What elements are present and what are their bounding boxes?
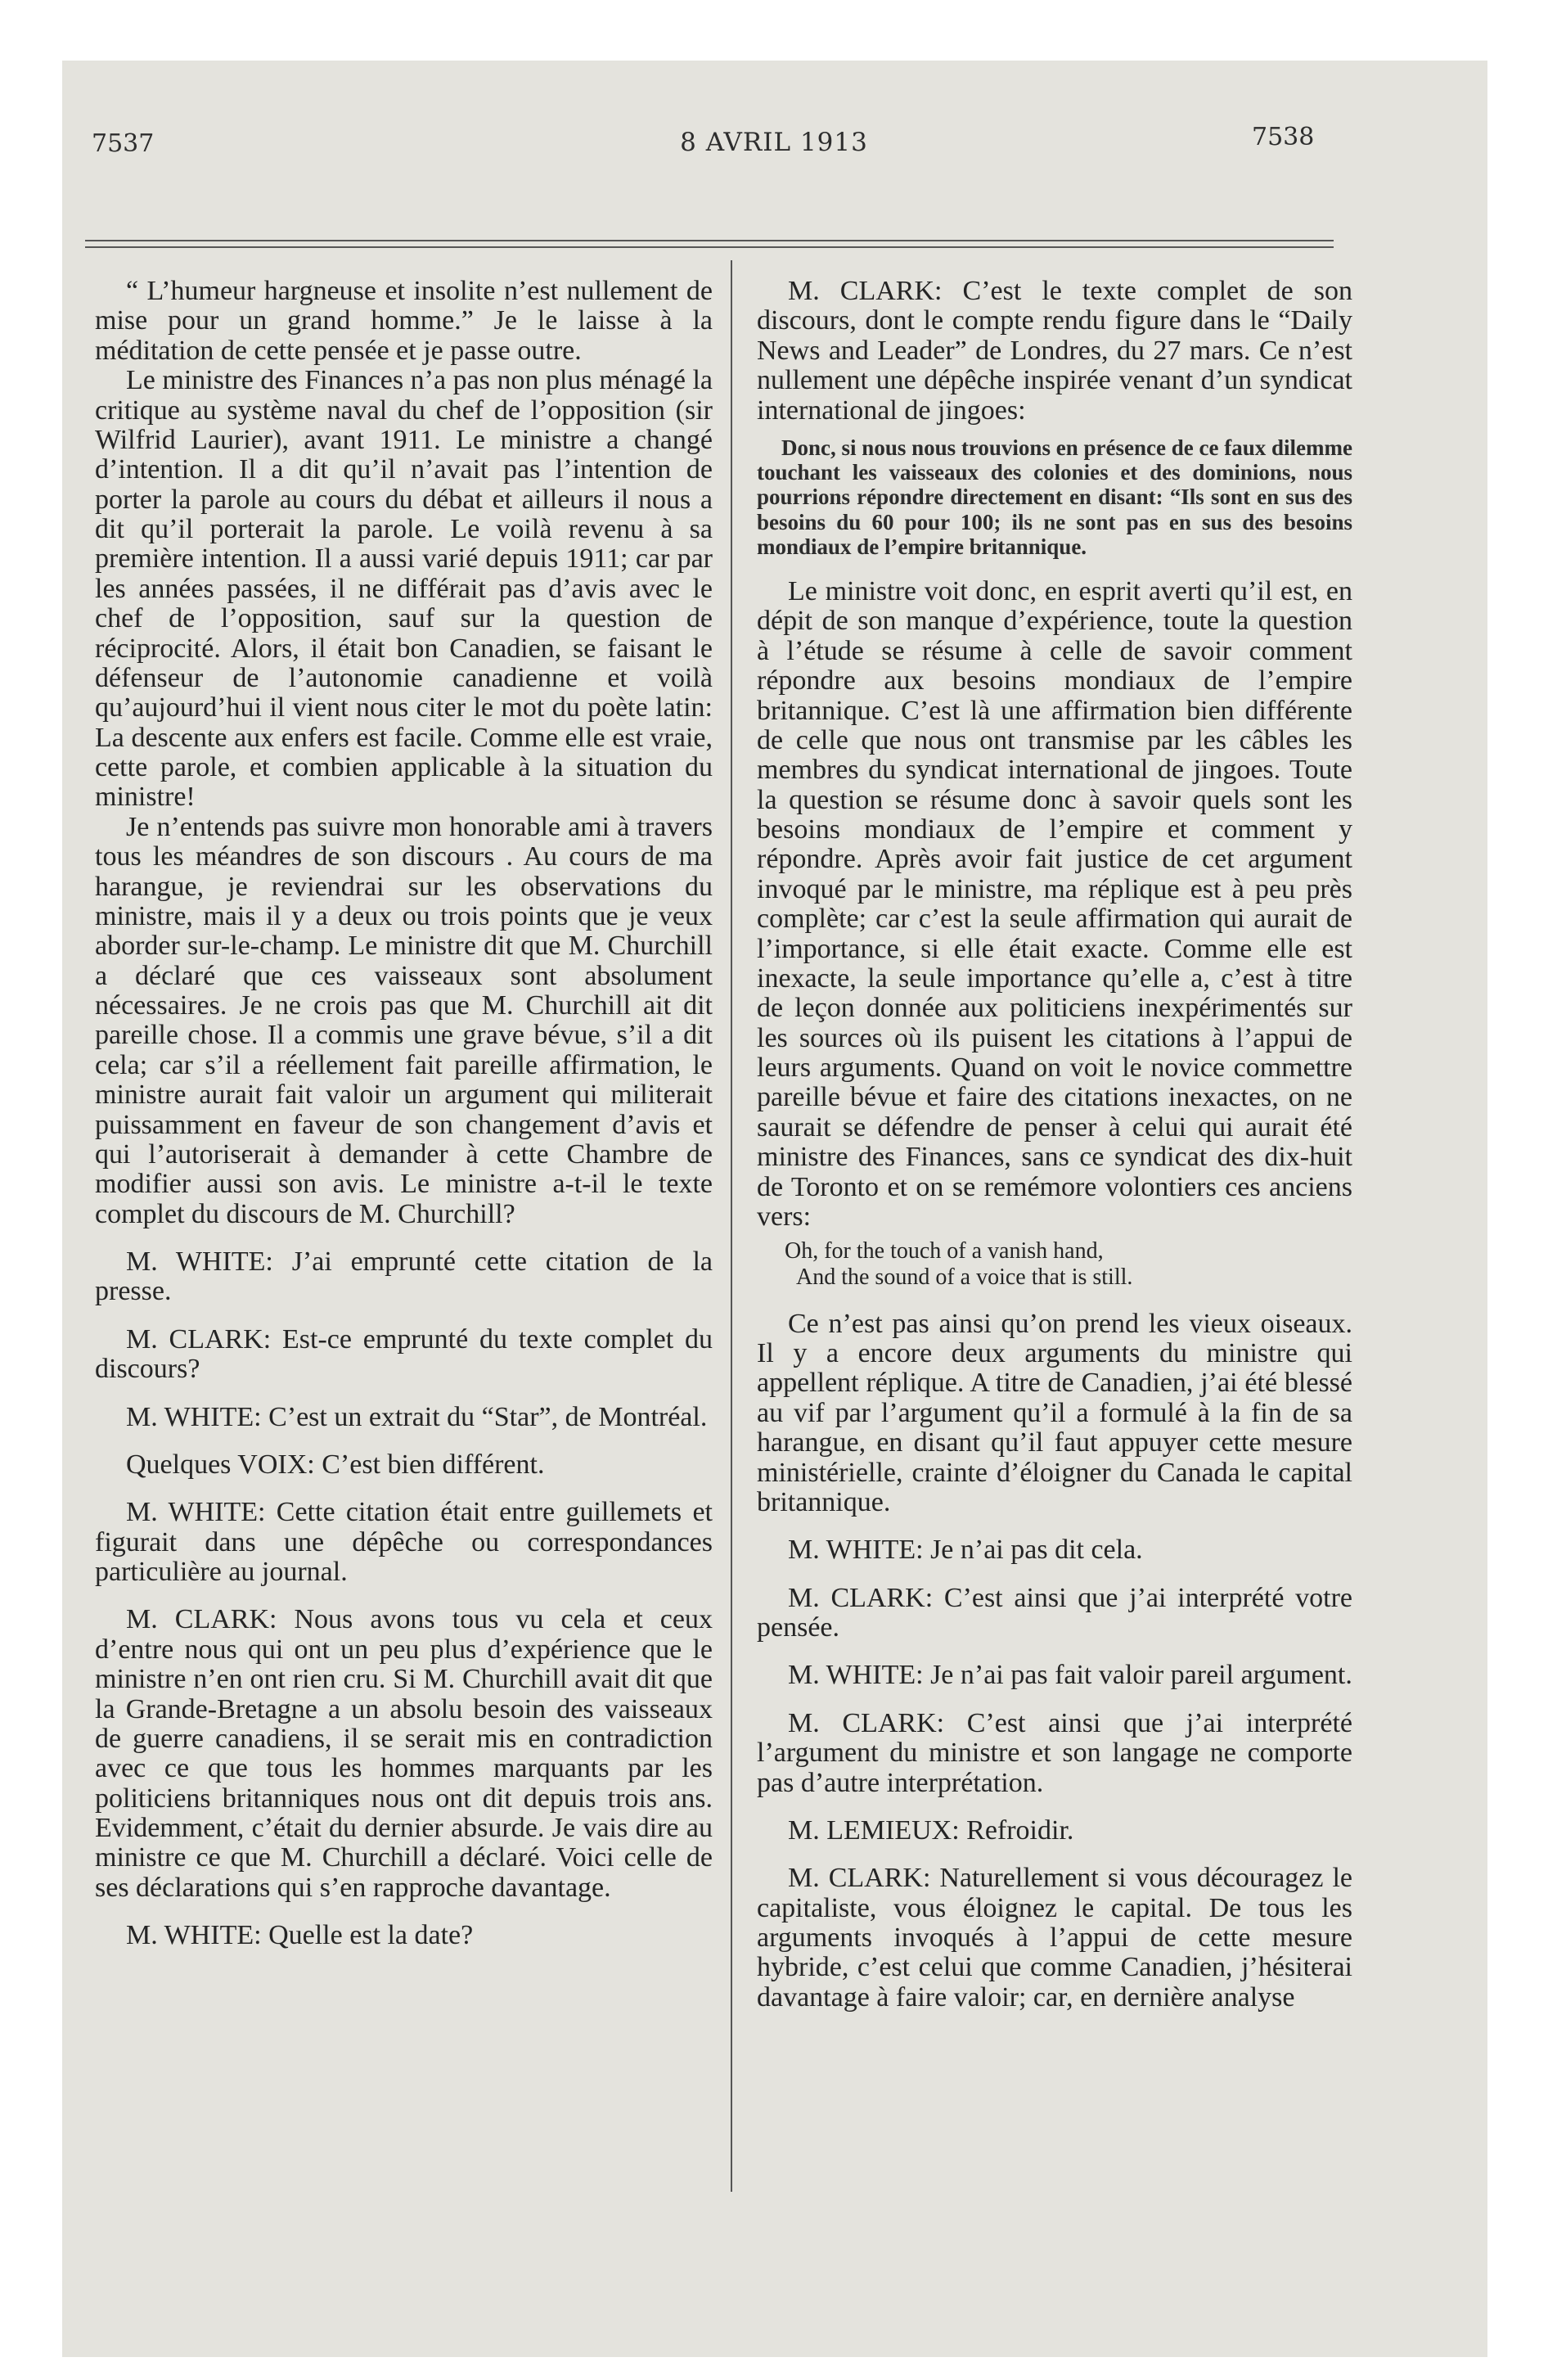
- column-divider: [731, 260, 732, 2192]
- speaker-line: M. CLARK: Est-ce emprunté du texte complet du discours?: [95, 1323, 713, 1385]
- speaker-line: M. WHITE: Je n’ai pas dit cela.: [788, 1535, 1143, 1566]
- paragraph: Le ministre des Finances n’a pas non plus ménagé la critique au système naval du chef de l’opposition (sir Wilfrid Laurier), avant 1911. Le ministre a changé d’intention. Il a dit qu’il n’avait pas l’intention de porter la parole au cours du débat et ailleurs il nous a dit qu’il porterait la parole. Le voilà revenu à sa première intention. Il a aussi varié depuis 1911; car par les années passées, il ne différait pas d’avis avec le chef de l’opposition, sauf sur la question de réciprocité. Alors, il était bon Canadien, se faisant le défenseur de l’autonomie canadienne et voilà qu’aujourd’hui il vient nous citer le mot du poète latin: La descente aux enfers est facile. Comme elle est vraie, cette parole, et combien applicable à la situation du ministre!: [95, 365, 713, 813]
- speaker-line: M. WHITE: J’ai emprunté cette citation de la presse.: [95, 1246, 713, 1307]
- speaker-line: M. CLARK: C’est ainsi que j’ai interprété l’argument du ministre et son langage ne comporte pas d’autre interprétation.: [757, 1707, 1352, 1798]
- paragraph: M. CLARK: C’est le texte complet de son discours, dont le compte rendu figure dans le “Daily News and Leader” de Londres, du 27 mars. Ce n’est nullement une dépêche inspirée venant d’un syndicat international de jingoes:: [757, 276, 1352, 426]
- paragraph: Le ministre voit donc, en esprit averti qu’il est, en dépit de son manque d’expérience, toute la question à l’étude se résume à celle de savoir comment répondre aux besoins mondiaux de l’empire britannique. C’est là une affirmation bien différente de celle que nous ont transmise par les câbles les membres du syndicat international de jingoes. Toute la question se résume donc à savoir quels sont les besoins mondiaux de l’empire et comment y répondre. Après avoir fait justice de cet argument invoqué par le ministre, ma réplique est à peu près complète; car c’est la seule affirmation qui aurait de l’importance, si elle était exacte. Comme elle est inexacte, la seule importance qu’elle a, c’est à titre de leçon donnée aux politiciens inexpérimentés sur les sources où ils puisent les citations à l’appui de leurs arguments. Quand on voit le novice commettre pareille bévue et faire des citations inexactes, on ne saurait se défendre de penser à celui qui aurait été ministre des Finances, sans ce syndicat des dix-huit de Toronto et on se remémore volontiers ces anciens vers:: [757, 576, 1352, 1232]
- paragraph: Je n’entends pas suivre mon honorable ami à travers tous les méandres de son discours . Au cours de ma harangue, je reviendrai sur les observations du ministre, mais il y a deux ou trois points que je veux aborder sur-le-champ. Le ministre dit que M. Churchill a déclaré que ces vaisseaux sont absolument nécessaires. Je ne crois pas que M. Churchill ait dit pareille chose. Il a commis une grave bévue, s’il a dit cela; car s’il a réellement fait pareille affirmation, le ministre aurait fait valoir un argument qui militerait puissamment en faveur de son changement d’avis et qui l’autoriserait à demander à cette Chambre de modifier aussi son avis. Le ministre a-t-il le texte complet du discours de M. Churchill?: [95, 811, 713, 1229]
- verse-line: And the sound of a voice that is still.: [796, 1264, 1133, 1291]
- speaker-line: M. WHITE: C’est un extrait du “Star”, de Montréal.: [126, 1401, 708, 1432]
- paragraph: “ L’humeur hargneuse et insolite n’est nullement de mise pour un grand homme.” Je le laisse à la méditation de cette pensée et je passe outre.: [95, 276, 713, 366]
- right-column: [757, 277, 1352, 2013]
- page-date: 8 AVRIL 1913: [680, 128, 868, 157]
- verse-quote: [757, 1238, 1352, 1291]
- header-rule-top: [85, 240, 1334, 241]
- left-column: [95, 277, 713, 1951]
- speaker-line: M. LEMIEUX: Refroidir.: [788, 1814, 1074, 1846]
- speaker-line: M. WHITE: Cette citation était entre guillemets et figurait dans une dépêche ou correspondances particulière au journal.: [95, 1497, 713, 1587]
- speaker-line: M. WHITE: Je n’ai pas fait valoir pareil argument.: [788, 1660, 1352, 1691]
- page-number-right: 7538: [1252, 123, 1315, 151]
- block-quote: Donc, si nous nous trouvions en présence de ce faux dilemme touchant les vaisseaux des colonies et des dominions, nous pourrions répondre directement en disant: “Ils sont en sus des besoins du 60 pour 100; ils ne sont pas en sus des besoins mondiaux de l’empire britannique.: [757, 435, 1352, 559]
- speaker-line: Quelques VOIX: C’est bien différent.: [126, 1449, 545, 1480]
- speaker-line: M. WHITE: Quelle est la date?: [126, 1920, 474, 1951]
- paragraph: Ce n’est pas ainsi qu’on prend les vieux oiseaux. Il y a encore deux arguments du ministre qui appellent réplique. A titre de Canadien, j’ai été blessé au vif par l’argument qu’il a formulé à la fin de sa harangue, en disant qu’il faut appuyer cette mesure ministérielle, crainte d’éloigner du Canada le capital britannique.: [757, 1308, 1352, 1517]
- speaker-line: M. CLARK: C’est ainsi que j’ai interprété votre pensée.: [757, 1582, 1352, 1643]
- verse-line: Oh, for the touch of a vanish hand,: [785, 1238, 1104, 1264]
- speaker-line: M. CLARK: Nous avons tous vu cela et ceux d’entre nous qui ont un peu plus d’expérience que le ministre n’en ont rien cru. Si M. Churchill avait dit que la Grande-Bretagne a un absolu besoin des vaisseaux de guerre canadiens, il se serait mis en contradiction avec ce que tous les hommes marquants par les politiciens britanniques nous ont dit depuis trois ans. Evidemment, c’était du dernier absurde. Je vais dire au ministre ce que M. Churchill a déclaré. Voici celle de ses déclarations qui s’en rapproche davantage.: [95, 1604, 713, 1903]
- header-rule-bottom: [85, 246, 1334, 248]
- speaker-line: M. CLARK: Naturellement si vous découragez le capitaliste, vous éloignez le capital. De tous les arguments invoqués à l’appui de cette mesure hybride, c’est celui que comme Canadien, j’hésiterai davantage à faire valoir; car, en dernière analyse: [757, 1863, 1352, 2013]
- page-number-left: 7537: [92, 129, 155, 158]
